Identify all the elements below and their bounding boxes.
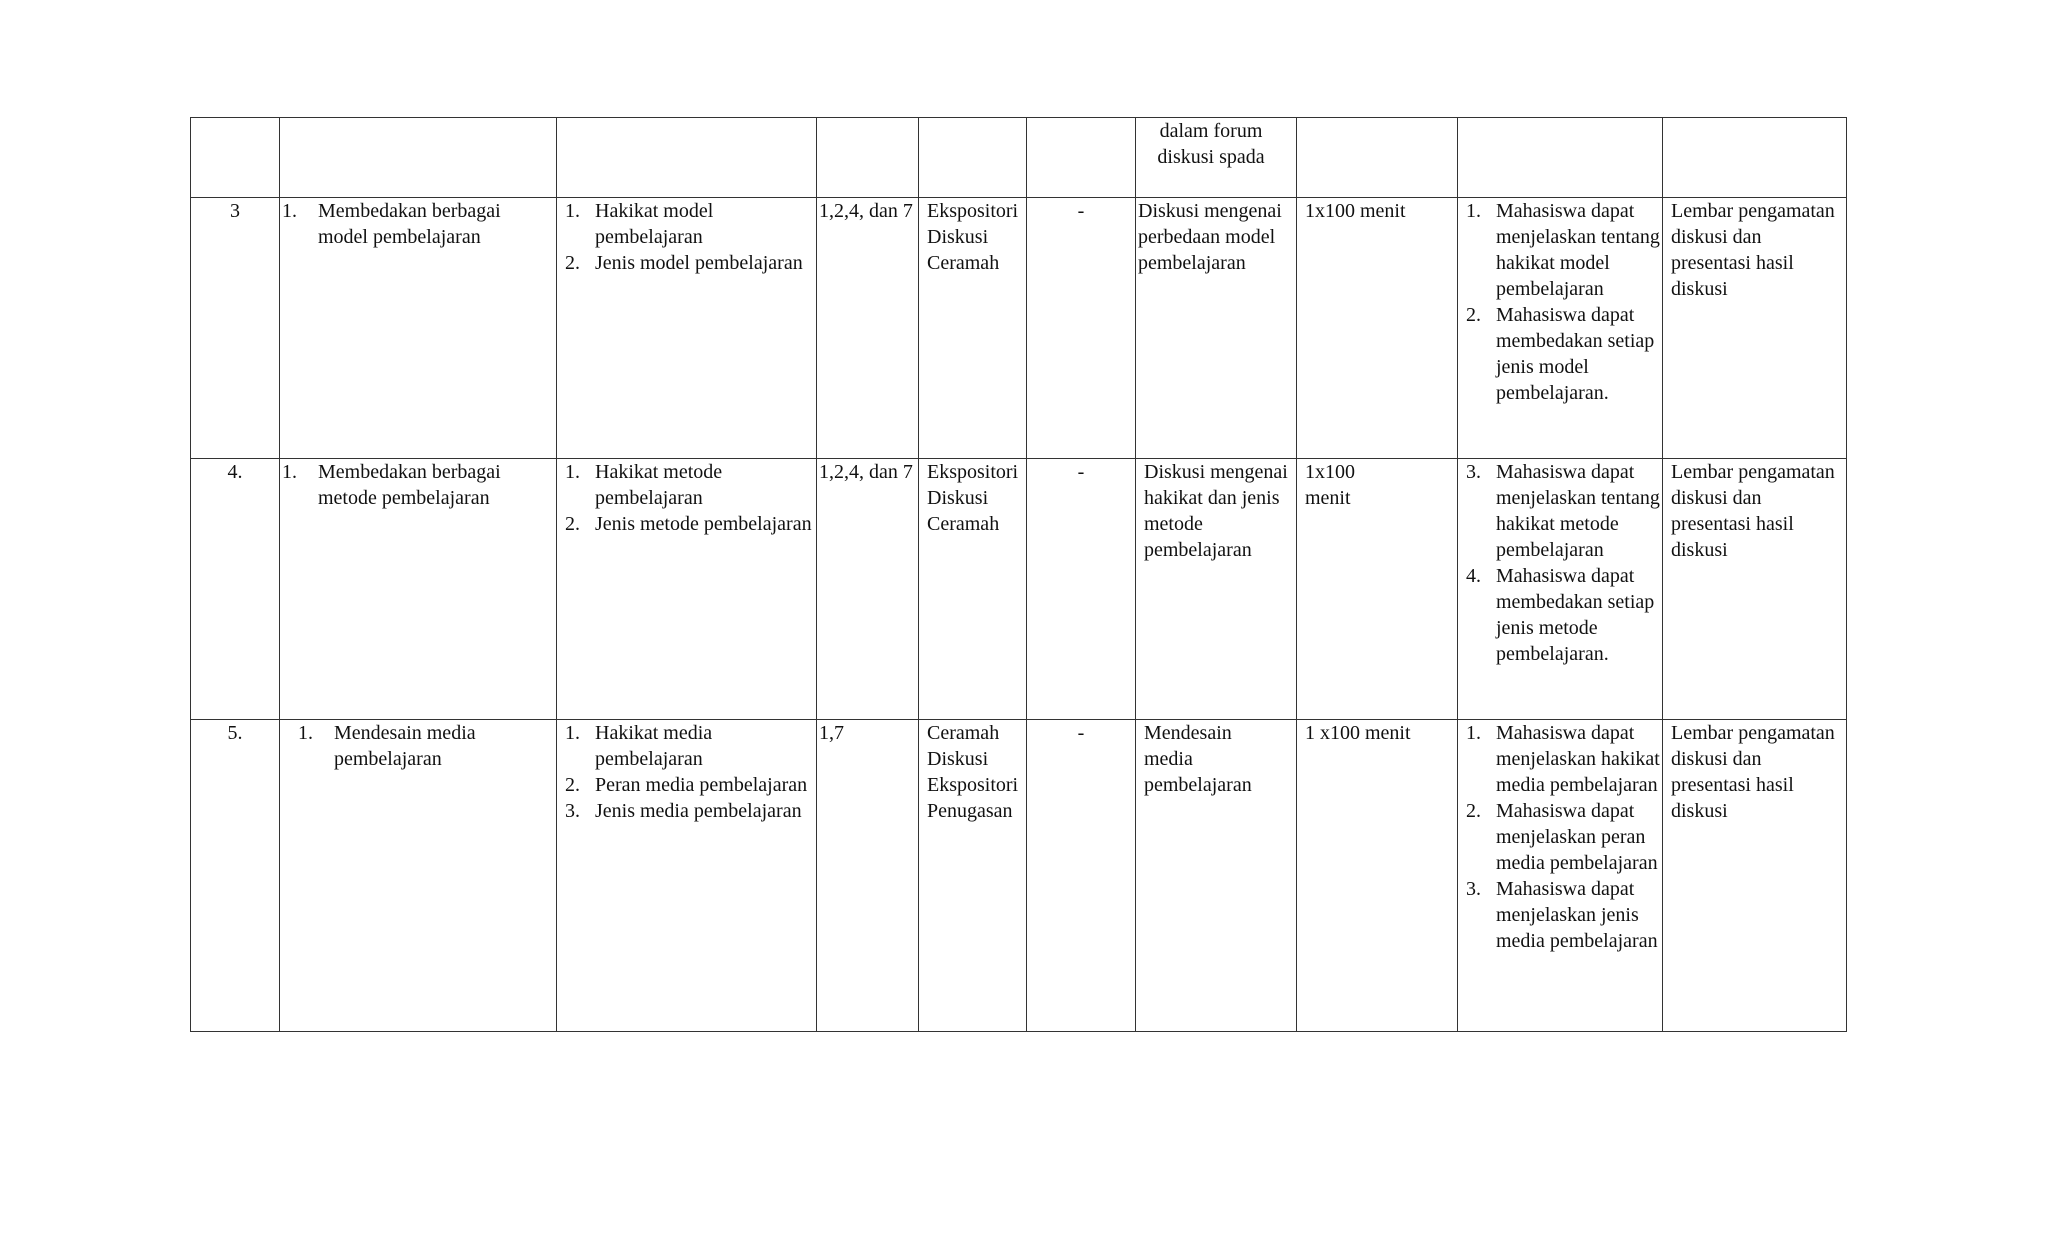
list-item: 2. Jenis model pembelajaran [565,252,803,274]
cell-referensi: 1,7 [817,720,919,1032]
list-item: 1. Mahasiswa dapat menjelaskan tentang hakikat model pembelajaran [1466,200,1660,300]
list-item: 2. Jenis metode pembelajaran [565,513,812,535]
cell-capaian [280,118,557,198]
cell-media: - [1027,720,1136,1032]
cell-metode: Ceramah Diskusi Ekspositori Penugasan [919,720,1027,1032]
cell-referensi [817,118,919,198]
list-item: 1. Hakikat media pembelajaran [565,722,713,770]
cell-penilaian: Lembar pengamatan diskusi dan presentasi hasil diskusi [1663,720,1847,1032]
list-item: 3. Jenis media pembelajaran [565,800,802,822]
tugas-line: dalam forum [1159,120,1263,142]
list-item: 1. Membedakan berbagai metode pembelajaran [282,461,501,509]
cell-materi [557,118,817,198]
table-row [191,198,1847,459]
cell-capaian [280,198,557,459]
table-row [191,720,1847,1032]
cell-media: - [1027,198,1136,459]
cell-capaian [280,720,557,1032]
cell-penilaian: Lembar pengamatan diskusi dan presentasi hasil diskusi [1663,198,1847,459]
list-item: 1. Mahasiswa dapat menjelaskan hakikat media pembelajaran [1466,722,1660,796]
list-item: 2. Mahasiswa dapat membedakan setiap jenis model pembelajaran. [1466,304,1655,404]
cell-penilaian: Lembar pengamatan diskusi dan presentasi hasil diskusi [1663,459,1847,720]
list-item: 4. Mahasiswa dapat membedakan setiap jenis metode pembelajaran. [1466,565,1655,665]
list-item: 2. Peran media pembelajaran [565,774,808,796]
list-item: 1. Hakikat metode pembelajaran [565,461,723,509]
list-item: 1. Membedakan berbagai model pembelajaran [282,200,501,248]
cell-tugas [1136,118,1297,198]
cell-tugas: Diskusi mengenai hakikat dan jenis metode pembelajaran [1136,459,1297,720]
tugas-line: diskusi spada [1157,146,1265,168]
cell-referensi: 1,2,4, dan 7 [817,459,919,720]
list-item: 3. Mahasiswa dapat menjelaskan jenis media pembelajaran [1466,878,1658,952]
cell-no: 3 [191,198,280,459]
lesson-plan-table [190,117,1847,1032]
cell-metode: Ekspositori Diskusi Ceramah [919,198,1027,459]
cell-materi [557,198,817,459]
cell-no [191,118,280,198]
list-item: 1. Mendesain media pembelajaran [298,722,476,770]
cell-indikator [1458,118,1663,198]
list-item: 3. Mahasiswa dapat menjelaskan tentang hakikat metode pembelajaran [1466,461,1660,561]
table-row [191,118,1847,198]
cell-tugas: Diskusi mengenai perbedaan model pembelajaran [1136,198,1297,459]
cell-no: 5. [191,720,280,1032]
list-item: 1. Hakikat model pembelajaran [565,200,714,248]
cell-indikator [1458,720,1663,1032]
cell-indikator [1458,198,1663,459]
cell-no: 4. [191,459,280,720]
cell-materi [557,720,817,1032]
cell-waktu: 1x100 menit [1297,198,1458,459]
cell-penilaian [1663,118,1847,198]
cell-referensi: 1,2,4, dan 7 [817,198,919,459]
list-item: 2. Mahasiswa dapat menjelaskan peran media pembelajaran [1466,800,1658,874]
cell-indikator [1458,459,1663,720]
cell-metode [919,118,1027,198]
cell-media: - [1027,459,1136,720]
cell-waktu: 1 x100 menit [1297,720,1458,1032]
cell-waktu [1297,118,1458,198]
cell-materi [557,459,817,720]
cell-metode: Ekspositori Diskusi Ceramah [919,459,1027,720]
cell-capaian [280,459,557,720]
cell-waktu: 1x100 menit [1297,459,1458,720]
cell-media [1027,118,1136,198]
table-row [191,459,1847,720]
cell-tugas: Mendesain media pembelajaran [1136,720,1297,1032]
